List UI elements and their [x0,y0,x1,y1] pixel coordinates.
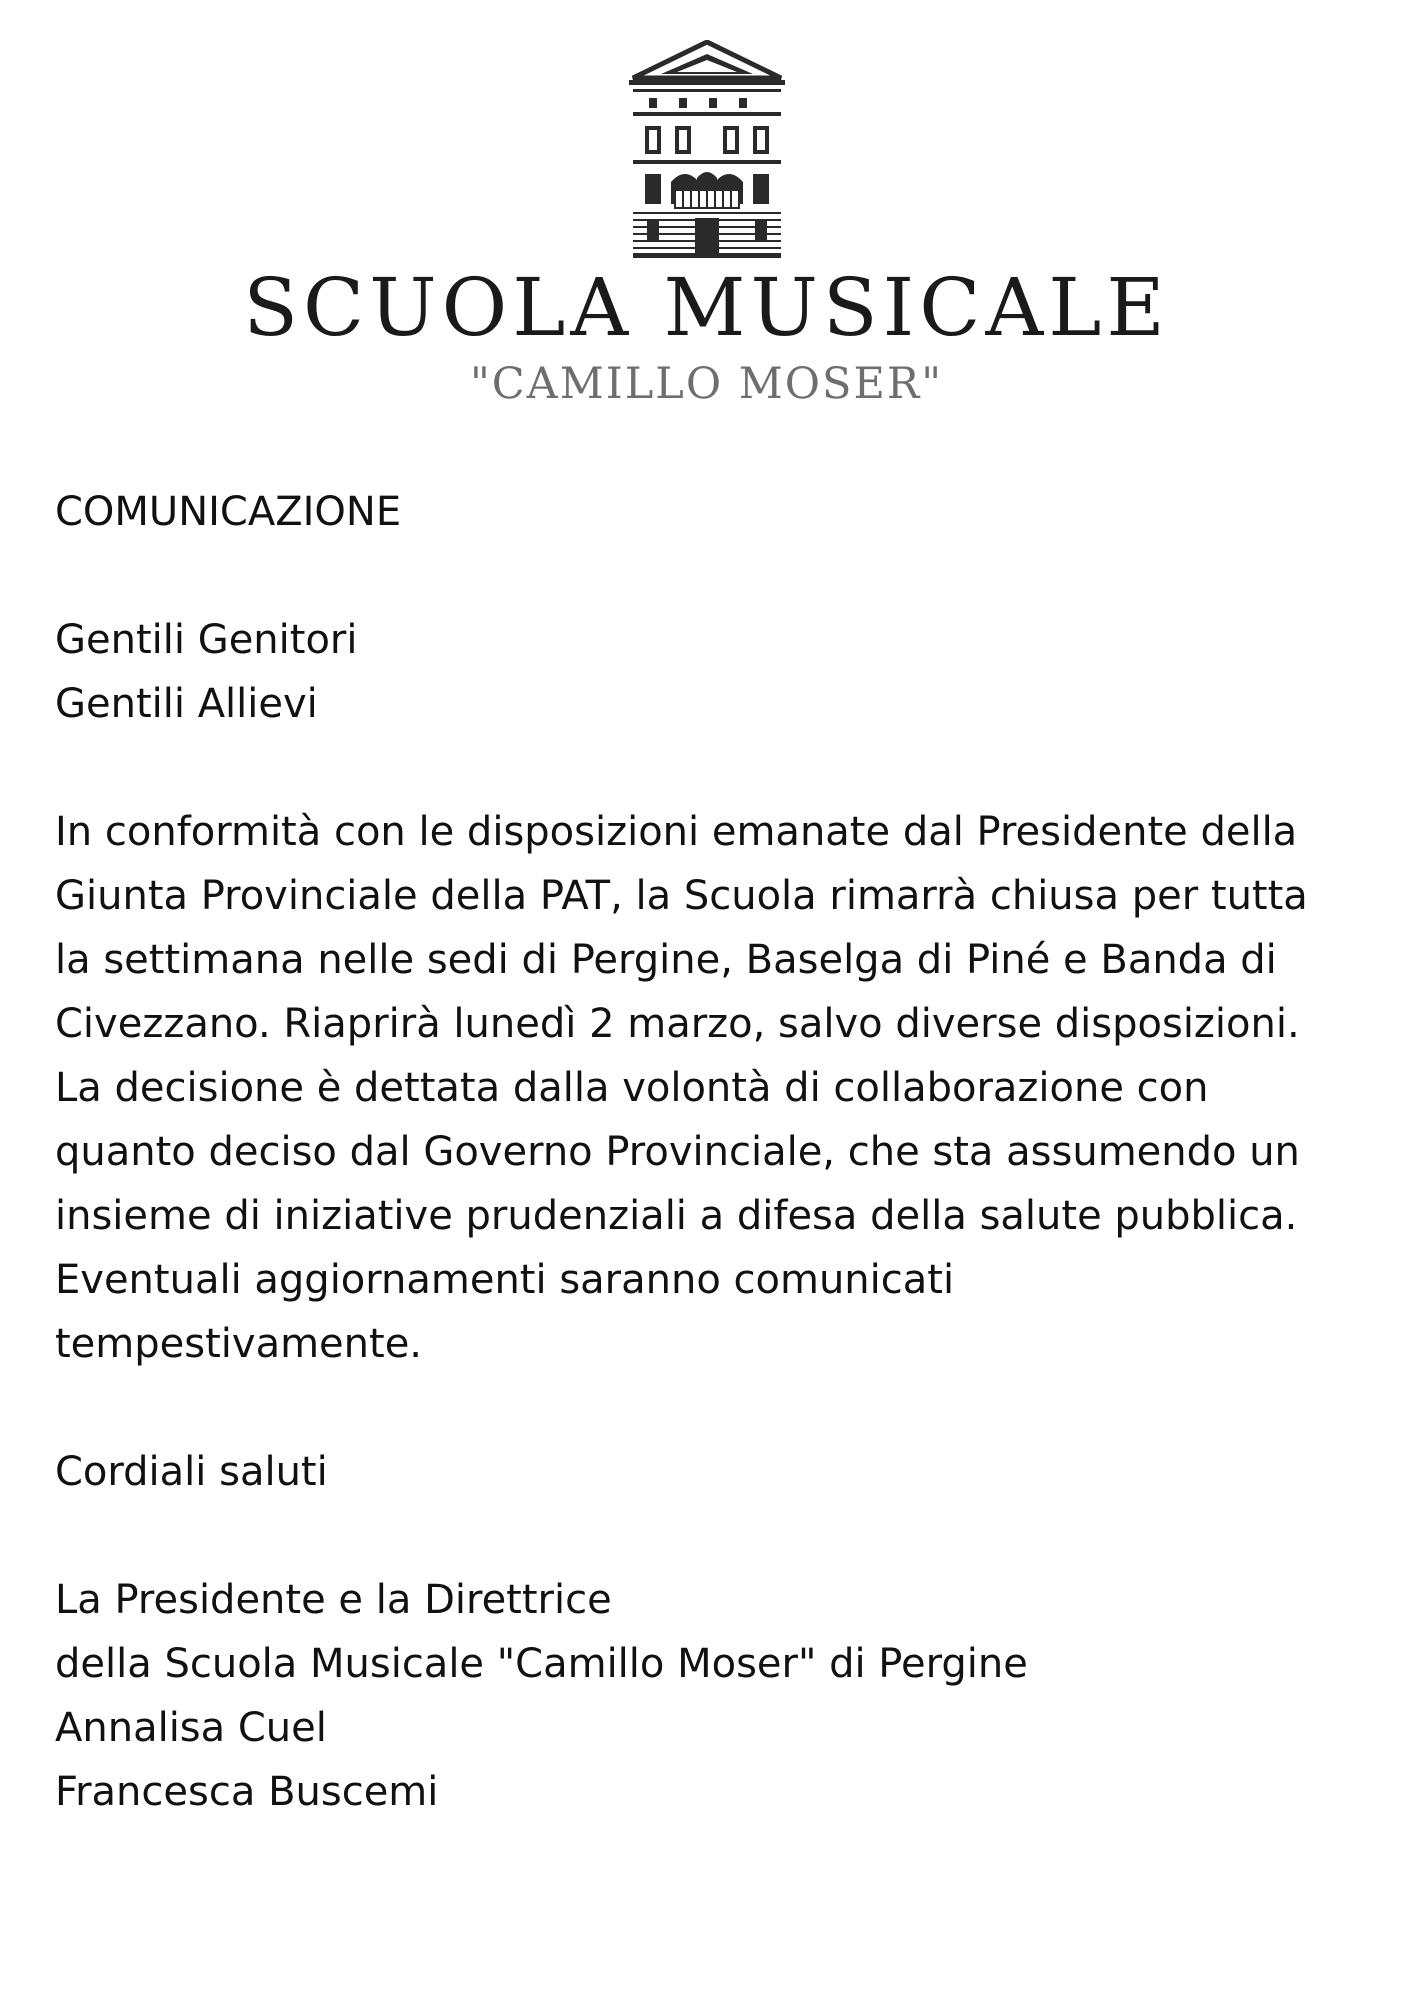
body-paragraph [55,800,1375,1376]
body-line: insieme di iniziative prudenziali a difesa della salute pubblica. [55,1193,1298,1239]
document-body [55,480,1375,1824]
signature-line: La Presidente e la Direttrice [55,1577,612,1623]
spacer [55,1504,1375,1568]
building-facade-icon [627,40,787,260]
salutation-line: Gentili Genitori [55,617,358,663]
signature-line: Francesca Buscemi [55,1769,439,1815]
logo-title: SCUOLA MUSICALE [243,261,1170,354]
body-line: Civezzano. Riaprirà lunedì 2 marzo, salvo diverse disposizioni. [55,1001,1300,1047]
spacer [55,544,1375,608]
body-line: La decisione è dettata dalla volontà di collaborazione con [55,1065,1209,1111]
signature-line: della Scuola Musicale "Camillo Moser" di Pergine [55,1641,1028,1687]
body-line: tempestivamente. [55,1321,423,1367]
body-line: In conformità con le disposizioni emanate dal Presidente della [55,809,1298,855]
signature-block [55,1568,1375,1824]
logo-subtitle: "CAMILLO MOSER" [469,359,944,409]
closing-line: Cordiali saluti [55,1449,328,1495]
body-line: Eventuali aggiornamenti saranno comunicati [55,1257,955,1303]
spacer [55,736,1375,800]
spacer [55,1376,1375,1440]
document-heading: COMUNICAZIONE [55,489,402,535]
signature-line: Annalisa Cuel [55,1705,327,1751]
body-line: quanto deciso dal Governo Provinciale, che sta assumendo un [55,1129,1300,1175]
school-logo [0,40,1413,410]
body-line: la settimana nelle sedi di Pergine, Baselga di Piné e Banda di [55,937,1277,983]
salutation-line: Gentili Allievi [55,681,318,727]
body-line: Giunta Provinciale della PAT, la Scuola rimarrà chiusa per tutta [55,873,1308,919]
